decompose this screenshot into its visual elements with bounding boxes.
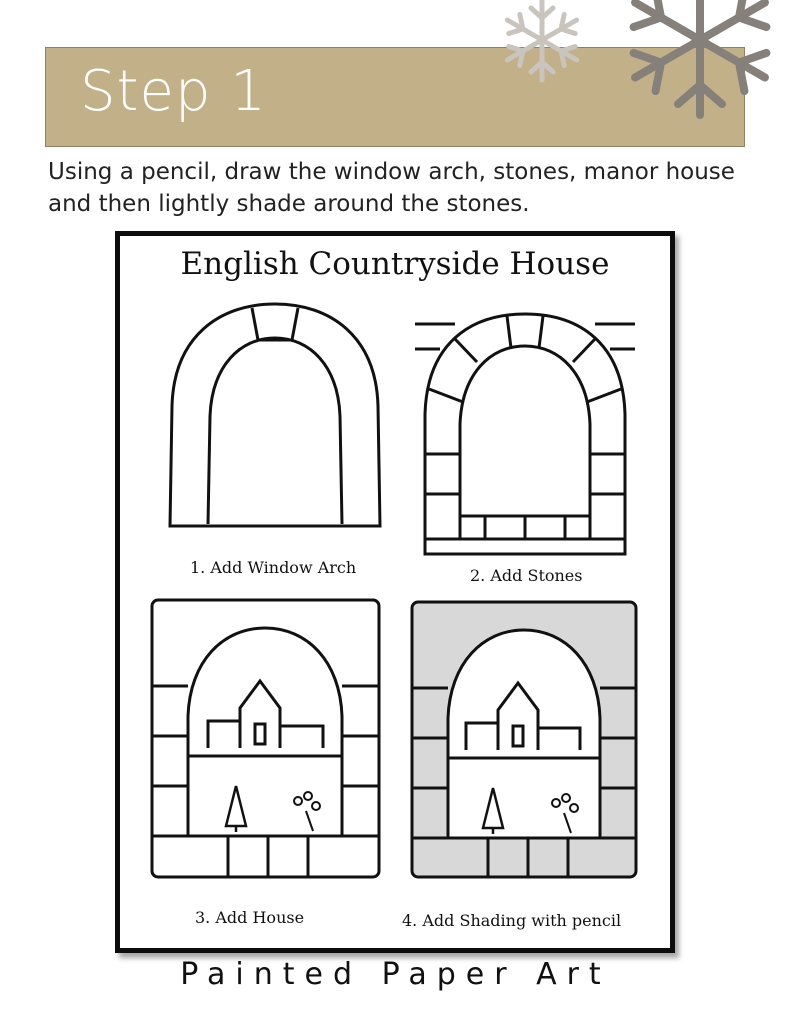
- shaded-drawing: [408, 598, 640, 881]
- step-3-caption: 3. Add House: [195, 908, 305, 927]
- step-2-caption: 2. Add Stones: [470, 566, 583, 585]
- worksheet-title: English Countryside House: [180, 246, 610, 282]
- step-4-caption: 4. Add Shading with pencil: [402, 911, 622, 930]
- snowflake-icon: [502, 0, 582, 80]
- step-title: Step 1: [80, 59, 267, 124]
- snowflake-decoration: [470, 0, 791, 140]
- brand-footer: Painted Paper Art: [180, 957, 611, 992]
- house-drawing: [148, 596, 383, 881]
- window-arch-drawing: [160, 296, 390, 531]
- stone-arch-drawing: [415, 304, 635, 564]
- step-1-caption: 1. Add Window Arch: [190, 558, 357, 577]
- worksheet-card: [115, 231, 675, 953]
- instruction-text: Using a pencil, draw the window arch, stones, manor house and then lightly shade around the stones.: [48, 159, 735, 217]
- snowflake-icon: [624, 0, 776, 115]
